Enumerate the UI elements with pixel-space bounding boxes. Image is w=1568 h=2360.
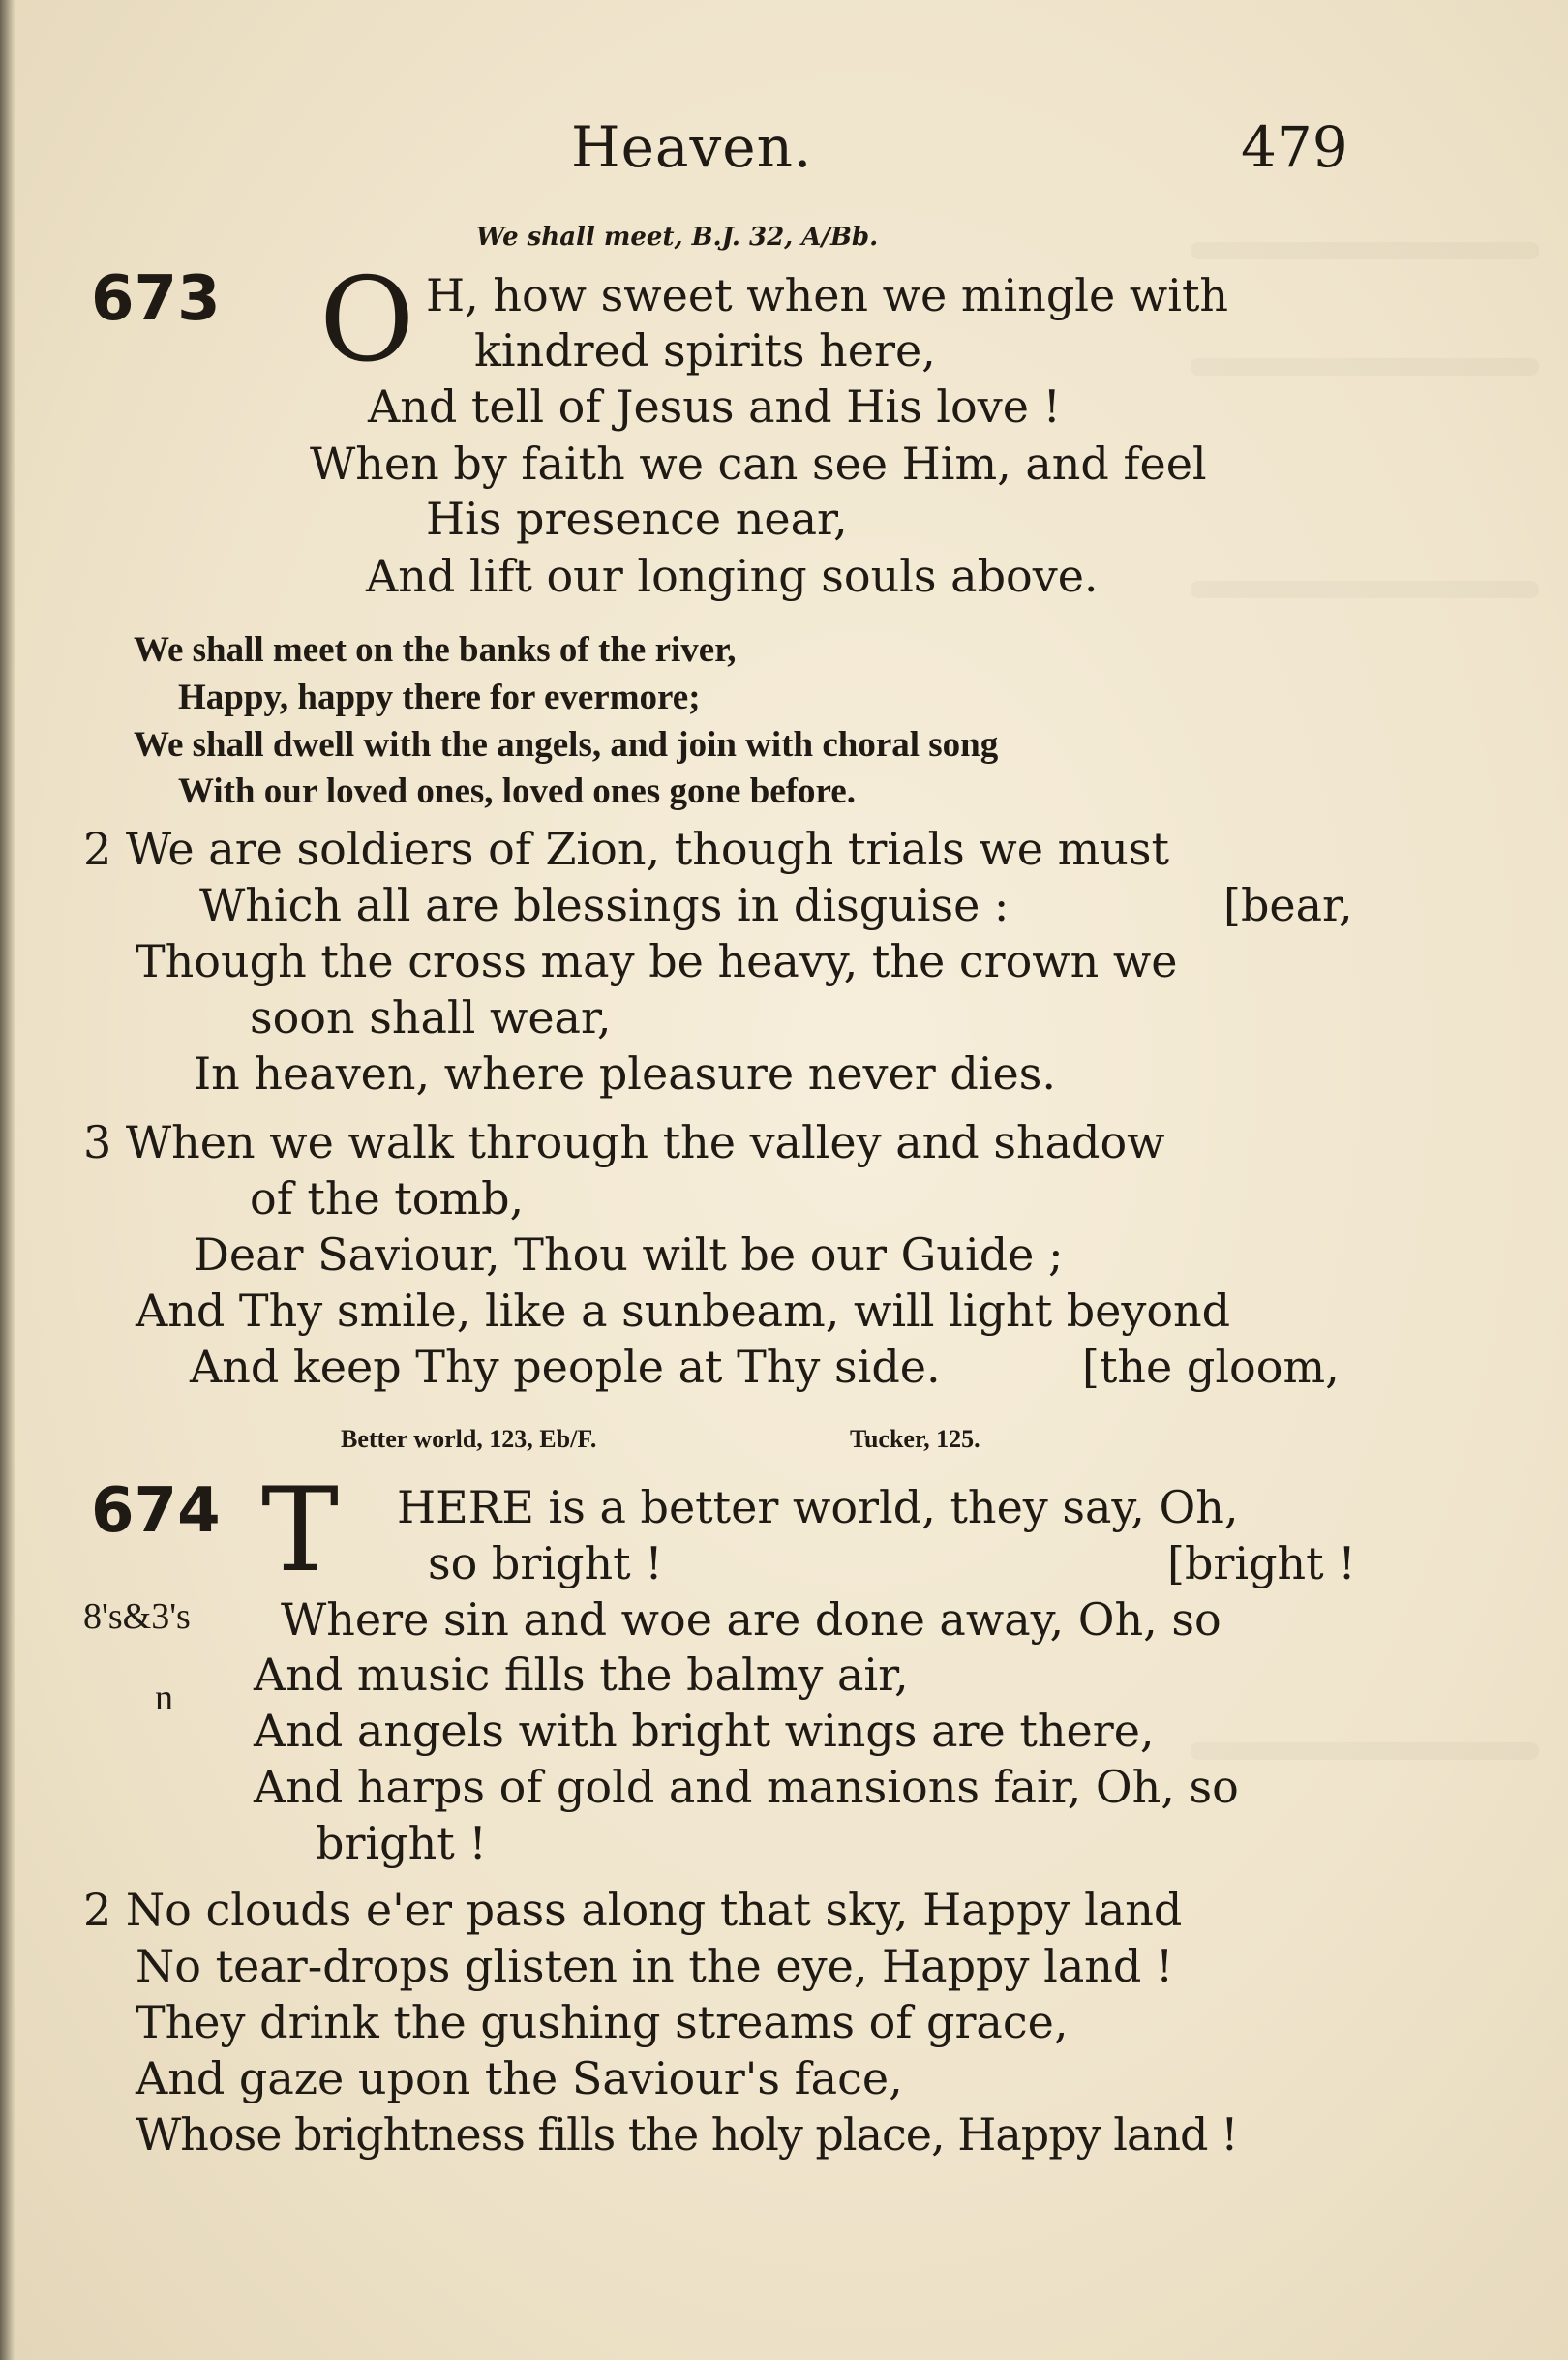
verse-line: [the gloom, [1082,1341,1340,1393]
verse-line: And harps of gold and mansions fair, Oh, so [254,1761,1239,1813]
verse-line: H, how sweet when we mingle with [426,269,1229,321]
verse-line: of the tomb, [250,1172,525,1225]
verse-line: so bright ! [428,1537,663,1589]
verse-line: Dear Saviour, Thou wilt be our Guide ; [194,1228,1064,1281]
tune-reference: We shall meet, B.J. 32, A/Bb. [476,223,879,252]
book-spine-edge [0,0,15,2360]
verse-line: Whose brightness fills the holy place, Happy land ! [136,2108,1238,2161]
verse-line: And music fills the balmy air, [254,1649,909,1701]
verse-line: And lift our longing souls above. [366,550,1099,602]
chorus-line: Happy, happy there for evermore; [178,678,701,717]
verse-line: And gaze upon the Saviour's face, [136,2052,903,2104]
verse-line: And tell of Jesus and His love ! [368,380,1062,433]
verse-line: [bright ! [1167,1537,1356,1589]
chorus-line: We shall dwell with the angels, and join with choral song [134,725,999,765]
drop-cap: O [319,254,415,388]
verse-line: bright ! [316,1817,487,1869]
page-number: 479 [1241,114,1348,180]
dynamic-mark: n [155,1678,173,1718]
verse-line: And keep Thy people at Thy side. [190,1341,941,1393]
verse-line: No tear-drops glisten in the eye, Happy land ! [136,1940,1174,1992]
chorus-line: With our loved ones, loved ones gone before. [178,772,856,811]
verse-line: Though the cross may be heavy, the crown we [136,935,1178,987]
hymn-number: 673 [91,263,221,335]
verse-line: When by faith we can see Him, and feel [310,438,1207,490]
chorus-line: We shall meet on the banks of the river, [134,630,737,670]
verse-line: His presence near, [426,493,848,545]
verse-line: 2 We are soldiers of Zion, though trials we must [83,823,1169,875]
verse-line: [bear, [1223,879,1353,931]
tune-reference: Tucker, 125. [850,1425,980,1453]
verse-line: Which all are blessings in disguise : [199,879,1010,931]
verse-line: Where sin and woe are done away, Oh, so [281,1593,1221,1646]
show-through [1191,1742,1539,1760]
verse-line: In heaven, where pleasure never dies. [194,1047,1056,1100]
tune-reference: Better world, 123, Eb/F. [341,1425,597,1453]
meter-label: 8's&3's [83,1596,191,1637]
verse-line: HERE is a better world, they say, Oh, [397,1481,1239,1533]
verse-line: 2 No clouds e'er pass along that sky, Happy land [83,1884,1183,1936]
show-through [1191,581,1539,598]
verse-line: kindred spirits here, [474,324,936,377]
drop-cap: T [261,1464,340,1598]
running-head [0,114,1568,192]
verse-line: 3 When we walk through the valley and shadow [83,1116,1165,1168]
show-through [1191,242,1539,259]
verse-line: soon shall wear, [250,991,612,1044]
hymn-number: 674 [91,1475,221,1547]
section-title: Heaven. [571,114,813,180]
show-through [1191,358,1539,376]
verse-line: They drink the gushing streams of grace, [136,1996,1069,2048]
verse-line: And angels with bright wings are there, [254,1705,1155,1757]
verse-line: And Thy smile, like a sunbeam, will light beyond [136,1285,1231,1337]
